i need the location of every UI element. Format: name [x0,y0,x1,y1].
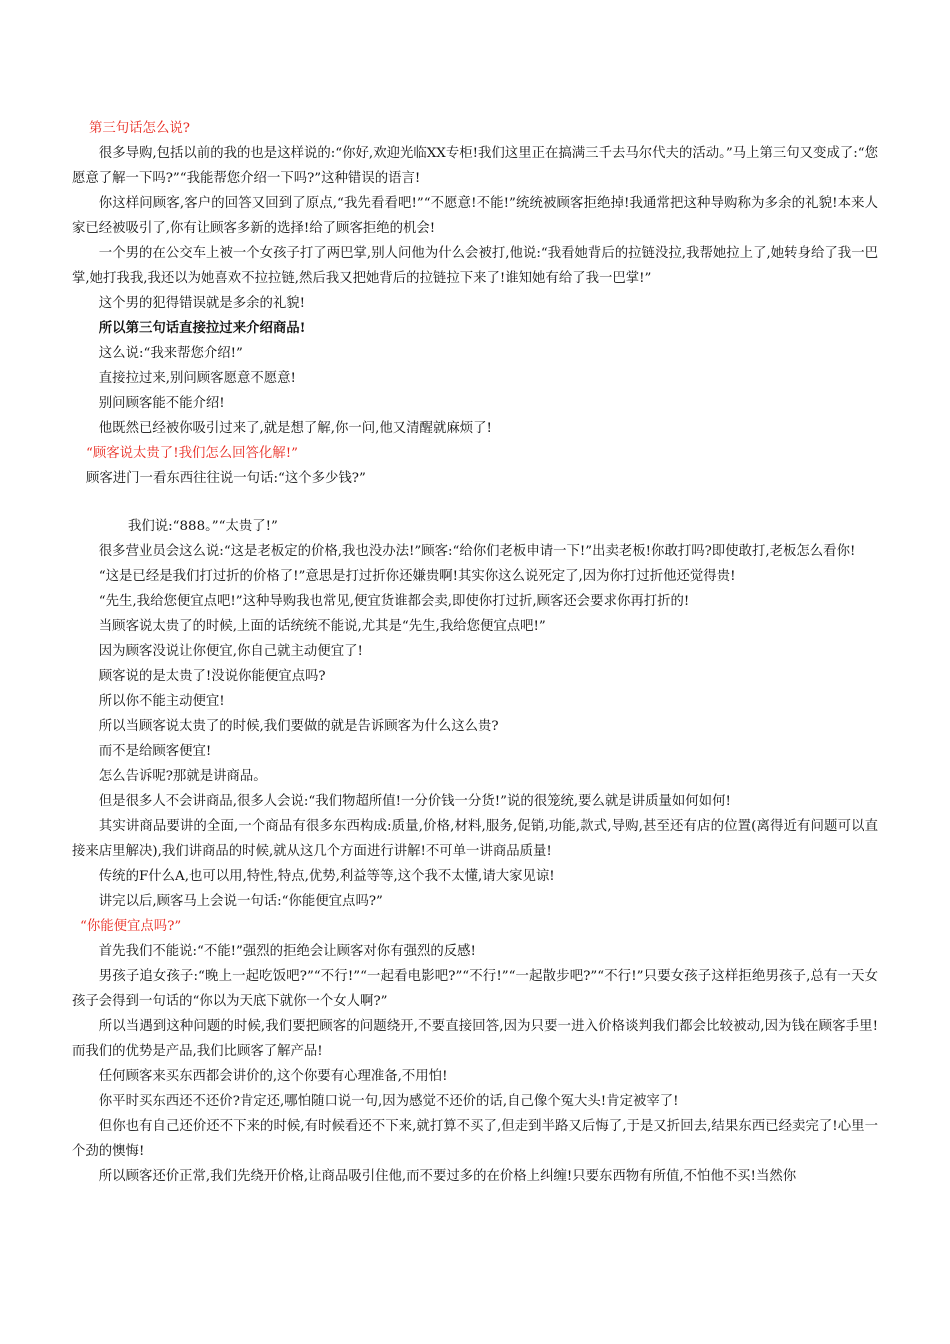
paragraph: 所以当遇到这种问题的时候,我们要把顾客的问题绕开,不要直接回答,因为只要一进入价格谈判我们都会比较被动,因为钱在顾客手里!而我们的优势是产品,我们比顾客了解产品! [72,1019,878,1059]
paragraph: 直接拉过来,别问顾客愿意不愿意! [98,371,296,386]
paragraph: 怎么告诉呢?那就是讲商品。 [98,769,267,784]
paragraph: 一个男的在公交车上被一个女孩子打了两巴掌,别人问他为什么会被打,他说:“我看她背后的拉链没拉,我帮她拉上了,她转身给了我一巴掌,她打我我,我还以为她喜欢不拉拉链,然后我又把她背后的拉链拉下来了!谁知她有给了我一巴掌!” [72,246,878,286]
paragraph: 首先我们不能说:“不能!”强烈的拒绝会让顾客对你有强烈的反感! [98,944,476,959]
section-heading-cheaper: “你能便宜点吗?” [80,919,182,934]
document-page [72,116,878,1189]
paragraph: 很多导购,包括以前的我的也是这样说的:“你好,欢迎光临XX专柜!我们这里正在搞满三千去马尔代夫的活动。”马上第三句又变成了:“您愿意了解一下吗?”“我能帮您介绍一下吗?”这种错误的语言! [72,146,878,186]
paragraph: 他既然已经被你吸引过来了,就是想了解,你一问,他又清醒就麻烦了! [98,421,492,436]
paragraph: 传统的F什么A,也可以用,特性,特点,优势,利益等等,这个我不太懂,请大家见谅! [98,869,555,884]
paragraph: 别问顾客能不能介绍! [98,396,225,411]
paragraph: “先生,我给您便宜点吧!”这种导购我也常见,便宜货谁都会卖,即使你打过折,顾客还会要求你再打折的! [98,594,690,609]
paragraph: 你平时买东西还不还价?肯定还,哪怕随口说一句,因为感觉不还价的话,自己像个冤大头!肯定被宰了! [98,1094,679,1109]
paragraph: 但你也有自己还价还不下来的时候,有时候看还不下来,就打算不买了,但走到半路又后悔了,于是又折回去,结果东西已经卖完了!心里一个劲的懊悔! [72,1119,878,1159]
paragraph: 我们说:“888。”“太贵了!” [128,519,278,534]
blank-line [72,491,878,514]
section-heading-third-sentence: 第三句话怎么说? [89,121,190,136]
paragraph: 其实讲商品要讲的全面,一个商品有很多东西构成:质量,价格,材料,服务,促销,功能,款式,导购,甚至还有店的位置(离得近有问题可以直接来店里解决),我们讲商品的时候,就从这几个方面进行讲解!不可单一讲商品质量! [72,819,878,859]
paragraph: 顾客进门一看东西往往说一句话:“这个多少钱?” [86,471,366,486]
paragraph: 很多营业员会这么说:“这是老板定的价格,我也没办法!”顾客:“给你们老板申请一下!”出卖老板!你敢打吗?即使敢打,老板怎么看你! [98,544,856,559]
paragraph: 男孩子追女孩子:“晚上一起吃饭吧?”“不行!”“一起看电影吧?”“不行!”“一起散步吧?”“不行!”只要女孩子这样拒绝男孩子,总有一天女孩子会得到一句话的“你以为天底下就你一个女人啊?” [72,969,878,1009]
section-heading-too-expensive: “顾客说太贵了!我们怎么回答化解!” [86,446,298,461]
paragraph: 所以当顾客说太贵了的时候,我们要做的就是告诉顾客为什么这么贵? [98,719,499,734]
paragraph: 顾客说的是太贵了!没说你能便宜点吗? [98,669,326,684]
paragraph: 因为顾客没说让你便宜,你自己就主动便宜了! [98,644,363,659]
paragraph: 任何顾客来买东西都会讲价的,这个你要有心理准备,不用怕! [98,1069,448,1084]
paragraph: 所以你不能主动便宜! [98,694,225,709]
paragraph: 这么说:“我来帮您介绍!” [98,346,243,361]
paragraph: 而不是给顾客便宜! [98,744,212,759]
paragraph: 你这样问顾客,客户的回答又回到了原点,“我先看看吧!”“不愿意!不能!”统统被顾客拒绝掉!我通常把这种导购称为多余的礼貌!本来人家已经被吸引了,你有让顾客多新的选择!给了顾客拒绝的机会! [72,196,878,236]
paragraph: 当顾客说太贵了的时候,上面的话统统不能说,尤其是“先生,我给您便宜点吧!” [98,619,546,634]
paragraph: “这是已经是我们打过折的价格了!”意思是打过折你还嫌贵啊!其实你这么说死定了,因为你打过折他还觉得贵! [98,569,736,584]
paragraph: 但是很多人不会讲商品,很多人会说:“我们物超所值!一分价钱一分货!”说的很笼统,要么就是讲质量如何如何! [98,794,731,809]
bold-paragraph: 所以第三句话直接拉过来介绍商品! [98,320,306,336]
paragraph: 这个男的犯得错误就是多余的礼貌! [98,296,306,311]
paragraph: 讲完以后,顾客马上会说一句话:“你能便宜点吗?” [98,894,383,909]
paragraph: 所以顾客还价正常,我们先绕开价格,让商品吸引住他,而不要过多的在价格上纠缠!只要东西物有所值,不怕他不买!当然你 [98,1169,797,1184]
